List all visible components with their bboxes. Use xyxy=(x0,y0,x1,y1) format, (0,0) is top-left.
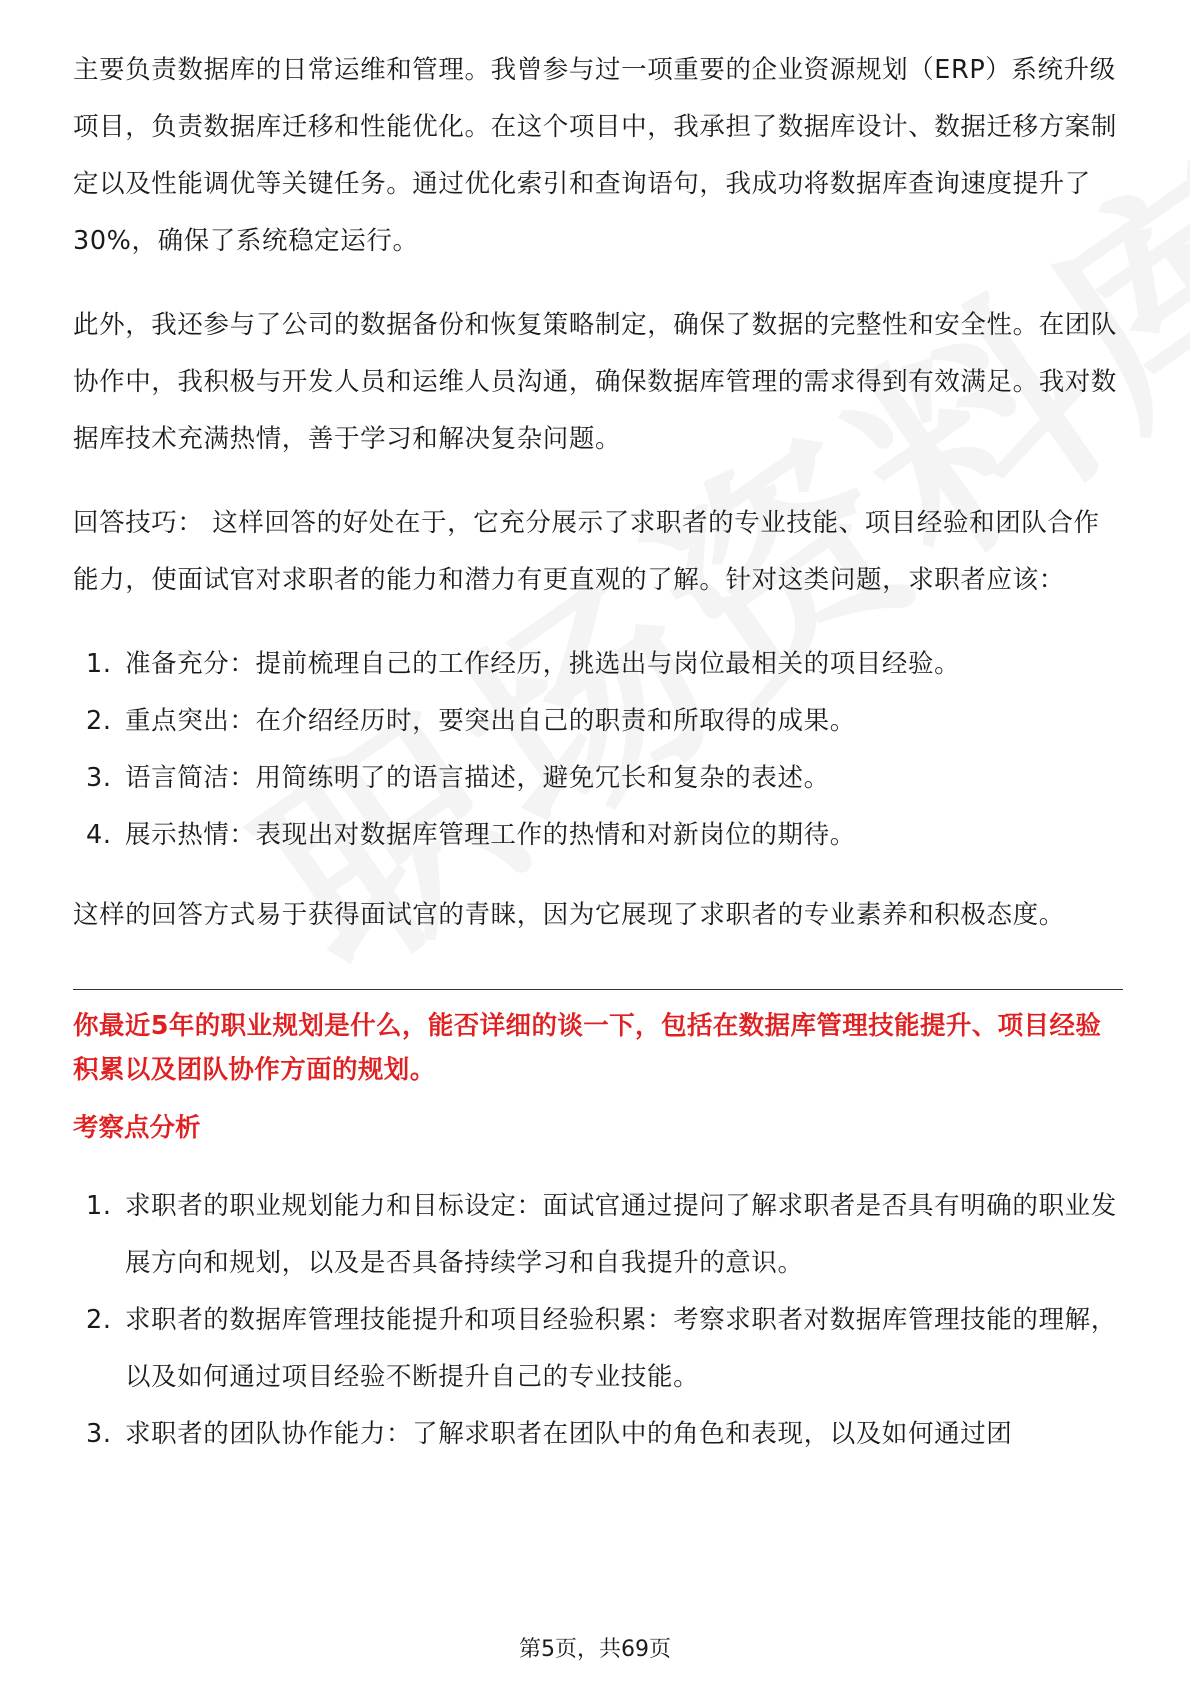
list-item-text: 语言简洁：用简练明了的语言描述，避免冗长和复杂的表述。 xyxy=(125,763,830,793)
document-body xyxy=(73,42,1123,1463)
list-item xyxy=(73,693,1123,750)
tips-list xyxy=(73,636,1123,864)
list-item-text: 求职者的数据库管理技能提升和项目经验积累：考察求职者对数据库管理技能的理解，以及如何通过项目经验不断提升自己的专业技能。 xyxy=(125,1305,1117,1392)
list-item xyxy=(73,1292,1123,1406)
list-number: 4. xyxy=(86,820,112,850)
paragraph-answer-tips: 回答技巧： 这样回答的好处在于，它充分展示了求职者的专业技能、项目经验和团队合作能力，使面试官对求职者的能力和潜力有更直观的了解。针对这类问题，求职者应该： xyxy=(73,508,1100,595)
list-number: 1. xyxy=(86,1191,112,1221)
list-number: 2. xyxy=(86,1305,112,1335)
page-footer: 第5页，共69页 xyxy=(519,1637,671,1662)
list-item-text: 求职者的职业规划能力和目标设定：面试官通过提问了解求职者是否具有明确的职业发展方向和规划，以及是否具备持续学习和自我提升的意识。 xyxy=(125,1191,1117,1278)
list-item xyxy=(73,807,1123,864)
analysis-title: 考察点分析 xyxy=(73,1113,201,1143)
paragraph-experience: 主要负责数据库的日常运维和管理。我曾参与过一项重要的企业资源规划（ERP）系统升级项目，负责数据库迁移和性能优化。在这个项目中，我承担了数据库设计、数据迁移方案制定以及性能调优等关键任务。通过优化索引和查询语句，我成功将数据库查询速度提升了30%，确保了系统稳定运行。 xyxy=(73,55,1118,256)
list-item xyxy=(73,750,1123,807)
paragraph-additional: 此外，我还参与了公司的数据备份和恢复策略制定，确保了数据的完整性和安全性。在团队协作中，我积极与开发人员和运维人员沟通，确保数据库管理的需求得到有效满足。我对数据库技术充满热情，善于学习和解决复杂问题。 xyxy=(73,310,1118,454)
paragraph-closing: 这样的回答方式易于获得面试官的青睐，因为它展现了求职者的专业素养和积极态度。 xyxy=(73,900,1065,930)
list-number: 2. xyxy=(86,706,112,736)
list-item-text: 准备充分：提前梳理自己的工作经历，挑选出与岗位最相关的项目经验。 xyxy=(125,649,961,679)
list-item xyxy=(73,636,1123,693)
list-item-text: 展示热情：表现出对数据库管理工作的热情和对新岗位的期待。 xyxy=(125,820,856,850)
list-item-text: 重点突出：在介绍经历时，要突出自己的职责和所取得的成果。 xyxy=(125,706,856,736)
list-item xyxy=(73,1406,1123,1463)
list-item-text: 求职者的团队协作能力：了解求职者在团队中的角色和表现，以及如何通过团 xyxy=(125,1419,1013,1449)
list-item xyxy=(73,1178,1123,1292)
analysis-list xyxy=(73,1178,1123,1463)
list-number: 3. xyxy=(86,1419,112,1449)
section-divider xyxy=(73,989,1123,990)
list-number: 1. xyxy=(86,649,112,679)
list-number: 3. xyxy=(86,763,112,793)
interview-question: 你最近5年的职业规划是什么，能否详细的谈一下，包括在数据库管理技能提升、项目经验积累以及团队协作方面的规划。 xyxy=(73,1011,1102,1085)
